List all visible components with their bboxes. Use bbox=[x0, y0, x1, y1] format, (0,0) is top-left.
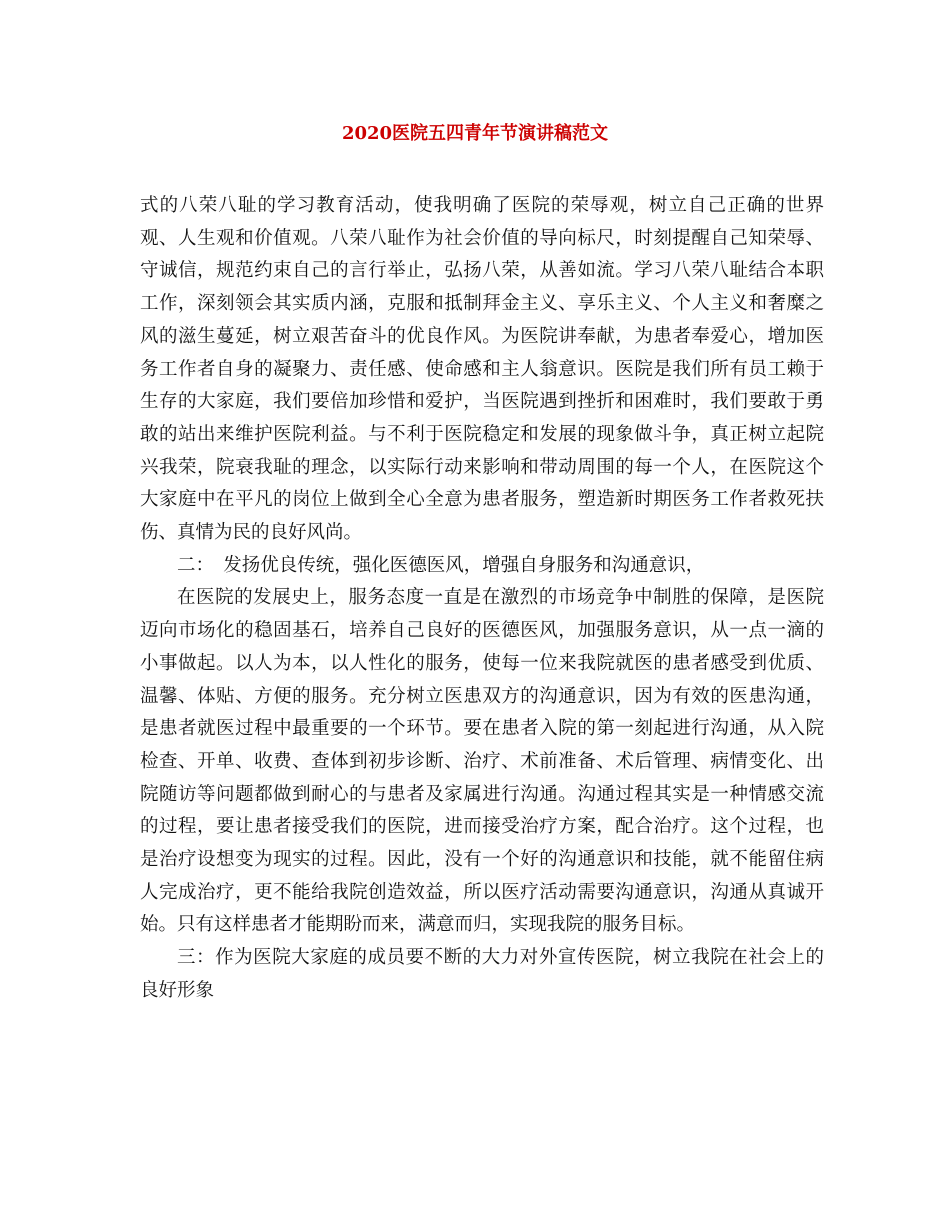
paragraph-4-heading: 三：作为医院大家庭的成员要不断的大力对外宣传医院，树立我院在社会上的良好形象 bbox=[140, 947, 824, 1001]
paragraph-2-heading: 二： 发扬优良传统，强化医德医风，增强自身服务和沟通意识， bbox=[177, 554, 705, 576]
document-title: 2020医院五四青年节演讲稿范文 bbox=[341, 123, 609, 144]
paragraph-1: 式的八荣八耻的学习教育活动，使我明确了医院的荣辱观，树立自己正确的世界观、人生观和价值观。八荣八耻作为社会价值的导向标尺，时刻提醒自己知荣辱、守诚信，规范约束自己的言行举止，弘扬八荣，从善如流。学习八荣八耻结合本职工作，深刻领会其实质内涵，克服和抵制拜金主义、享乐主义、个人主义和奢糜之风的滋生蔓延，树立艰苦奋斗的优良作风。为医院讲奉献，为患者奉爱心，增加医务工作者自身的凝聚力、责任感、使命感和主人翁意识。医院是我们所有员工赖于生存的大家庭，我们要倍加珍惜和爱护，当医院遇到挫折和困难时，我们要敢于勇敢的站出来维护医院利益。与不利于医院稳定和发展的现象做斗争，真正树立起院兴我荣，院衰我耻的理念，以实际行动来影响和带动周围的每一个人，在医院这个大家庭中在平凡的岗位上做到全心全意为患者服务，塑造新时期医务工作者救死扶伤、真情为民的良好风尚。 bbox=[140, 195, 824, 544]
paragraph-3: 在医院的发展史上，服务态度一直是在激烈的市场竞争中制胜的保障，是医院迈向市场化的稳固基石，培养自己良好的医德医风，加强服务意识，从一点一滴的小事做起。以人为本，以人性化的服务，使每一位来我院就医的患者感受到优质、温馨、体贴、方便的服务。充分树立医患双方的沟通意识，因为有效的医患沟通，是患者就医过程中最重要的一个环节。要在患者入院的第一刻起进行沟通，从入院检查、开单、收费、查体到初步诊断、治疗、术前准备、术后管理、病情变化、出院随访等问题都做到耐心的与患者及家属进行沟通。沟通过程其实是一种情感交流的过程，要让患者接受我们的医院，进而接受治疗方案，配合治疗。这个过程，也是治疗设想变为现实的过程。因此，没有一个好的沟通意识和技能，就不能留住病人完成治疗，更不能给我院创造效益，所以医疗活动需要沟通意识，沟通从真诚开始。只有这样患者才能期盼而来，满意而归，实现我院的服务目标。 bbox=[140, 587, 824, 936]
document-body bbox=[140, 190, 824, 1008]
